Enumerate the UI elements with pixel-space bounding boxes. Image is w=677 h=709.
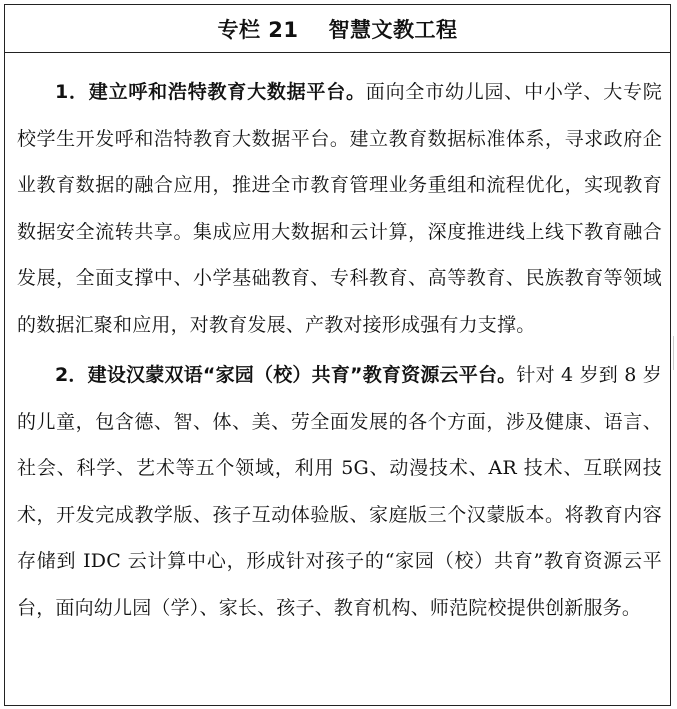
feature-box [4,4,671,706]
column-title: 智慧文教工程 [328,17,458,42]
column-label: 专栏 21 [217,17,299,42]
item-body-2: 针对 4 岁到 8 岁的儿童，包含德、智、体、美、劳全面发展的各个方面，涉及健康、语言、社会、科学、艺术等五个领域，利用 5G、动漫技术、AR 技术、互联网技术，开发完成教学版、孩子互动体验版、家庭版三个汉蒙版本。将教育内容存储到 IDC 云计算中心，形成针对孩子的“家园（校）共育”教育资源云平台，面向幼儿园（学）、家长、孩子、教育机构、师范院校提供创新服务。 [17,364,662,619]
item-body-1: 面向全市幼儿园、中小学、大专院校学生开发呼和浩特教育大数据平台。建立教育数据标准体系，寻求政府企业教育数据的融合应用，推进全市教育管理业务重组和流程优化，实现教育数据安全流转共享。集成应用大数据和云计算，深度推进线上线下教育融合发展，全面支撑中、小学基础教育、专科教育、高等教育、民族教育等领域的数据汇聚和应用，对教育发展、产教对接形成强有力支撑。 [17,81,662,336]
page-edge-mark [673,336,677,370]
item-paragraph-2 [17,352,662,631]
item-paragraph-1 [17,69,662,348]
item-heading-2: 2．建设汉蒙双语“家园（校）共育”教育资源云平台。 [55,364,517,386]
box-content [5,53,670,631]
item-heading-1: 1．建立呼和浩特教育大数据平台。 [55,81,366,103]
box-header [5,5,670,53]
